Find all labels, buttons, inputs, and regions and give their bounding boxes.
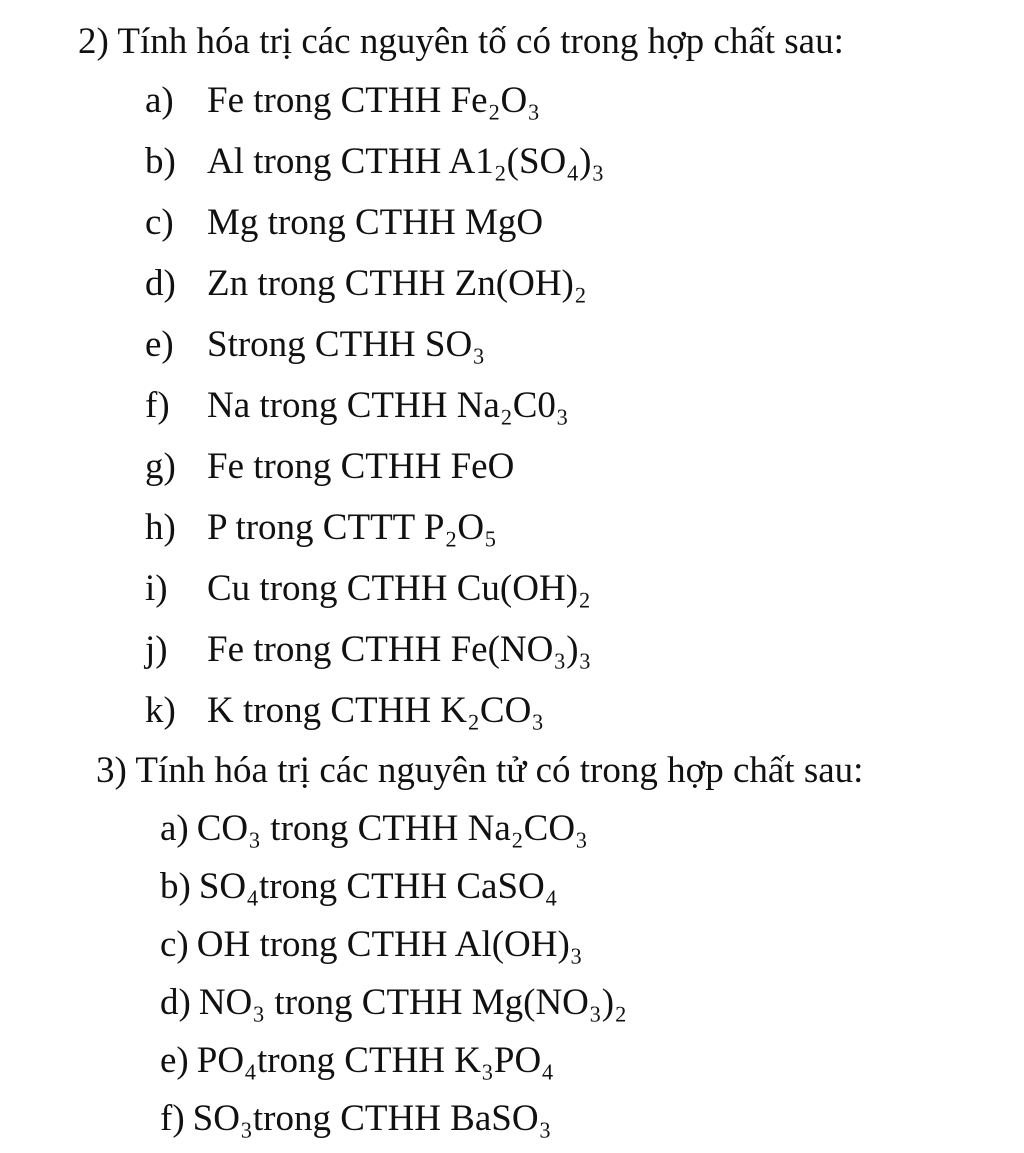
item-label: d) <box>160 982 191 1023</box>
exercise-2j <box>145 628 591 672</box>
section-2-heading: 2) Tính hóa trị các nguyên tố có trong hợp chất sau: <box>78 21 844 62</box>
item-text: Al trong CTHH A1₂(SO₄)₃ <box>207 141 605 182</box>
exercise-2k <box>145 689 544 733</box>
item-label: g) <box>145 446 176 487</box>
item-label: c) <box>160 924 189 965</box>
item-label: e) <box>145 324 174 365</box>
item-label: f) <box>160 1098 185 1139</box>
exercise-2h <box>145 506 497 550</box>
exercise-3a <box>160 807 588 851</box>
item-label: e) <box>160 1040 189 1081</box>
item-label: a) <box>160 808 189 849</box>
item-label: a) <box>145 80 174 121</box>
exercise-2e <box>145 323 485 367</box>
exercise-3b <box>160 865 558 909</box>
section-3-heading: 3) Tính hóa trị các nguyên tử có trong hợp chất sau: <box>96 750 864 791</box>
exercise-2f <box>145 384 569 428</box>
exercise-2i <box>145 567 591 611</box>
item-label: k) <box>145 690 176 731</box>
item-text: Zn trong CTHH Zn(OH)₂ <box>207 263 587 304</box>
item-text: Fe trong CTHH Fe(NO₃)₃ <box>207 629 592 670</box>
item-label: b) <box>145 141 176 182</box>
item-text: NO₃ trong CTHH Mg(NO₃)₂ <box>198 982 628 1023</box>
item-text: Mg trong CTHH MgO <box>207 202 544 243</box>
exercise-3e <box>160 1039 554 1083</box>
item-text: OH trong CTHH Al(OH)₃ <box>196 924 583 965</box>
item-label: j) <box>145 629 168 670</box>
item-text: PO₄trong CTHH K₃PO₄ <box>196 1040 555 1081</box>
exercise-2c <box>145 201 543 245</box>
item-text: Strong CTHH SO₃ <box>207 324 486 365</box>
exercise-2b <box>145 140 604 184</box>
exercise-3d <box>160 981 627 1025</box>
exercise-2a <box>145 79 540 123</box>
item-text: CO₃ trong CTHH Na₂CO₃ <box>196 808 588 849</box>
item-text: P trong CTTT P₂O₅ <box>207 507 497 548</box>
item-text: Na trong CTHH Na₂C0₃ <box>207 385 569 426</box>
item-text: SO₄trong CTHH CaSO₄ <box>198 866 558 907</box>
item-label: f) <box>145 385 170 426</box>
item-text: Cu trong CTHH Cu(OH)₂ <box>207 568 591 609</box>
item-label: h) <box>145 507 176 548</box>
exercise-3c <box>160 923 583 967</box>
item-label: b) <box>160 866 191 907</box>
item-text: K trong CTHH K₂CO₃ <box>207 690 545 731</box>
exercise-2d <box>145 262 587 306</box>
item-label: i) <box>145 568 168 609</box>
item-label: c) <box>145 202 174 243</box>
exercise-3f <box>160 1097 551 1141</box>
exercise-2g <box>145 445 514 489</box>
item-text: Fe trong CTHH FeO <box>207 446 515 487</box>
item-text: Fe trong CTHH Fe₂O₃ <box>207 80 541 121</box>
item-text: SO₃trong CTHH BaSO₃ <box>192 1098 552 1139</box>
item-label: d) <box>145 263 176 304</box>
